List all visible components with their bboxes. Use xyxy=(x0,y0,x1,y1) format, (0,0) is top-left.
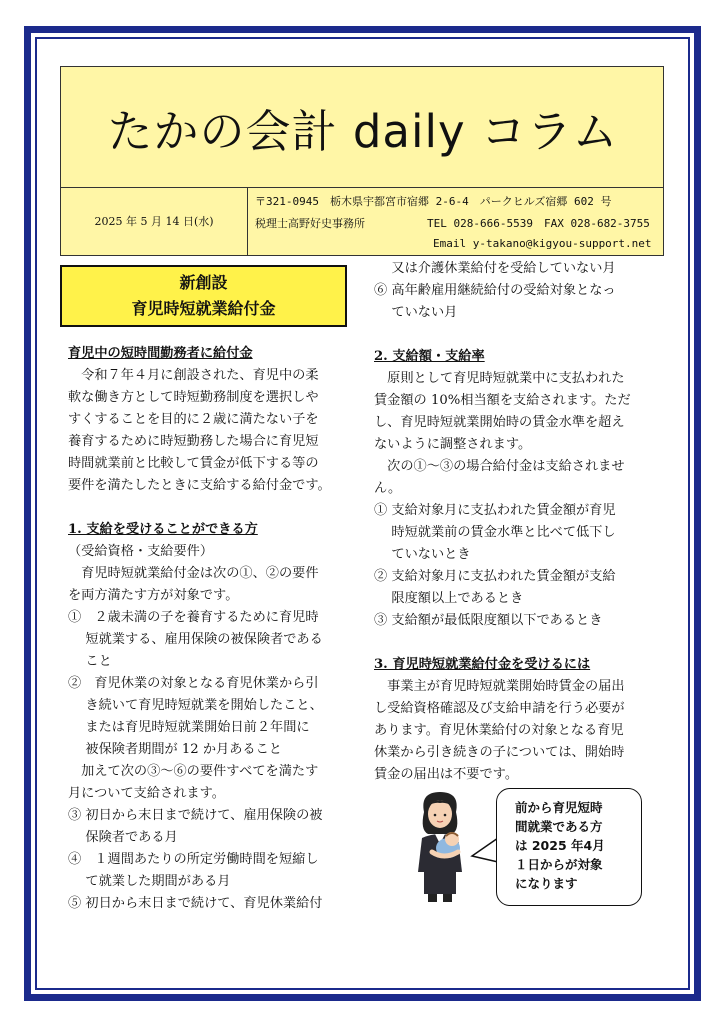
body-line: ん。 xyxy=(374,481,402,496)
body-line: 賃金の届出は不要です。 xyxy=(374,767,519,782)
office-address: 〒321-0945 栃木県宇都宮市宿郷 2-6-4 パークヒルズ宿郷 602 号 xyxy=(255,195,612,208)
intro-heading: 育児中の短時間勤務者に給付金 xyxy=(68,346,253,361)
office-name: 税理士高野好史事務所 xyxy=(255,217,365,230)
section-1-heading: 1. 支給を受けることができる方 xyxy=(68,522,258,537)
speech-bubble xyxy=(496,788,642,906)
list-item: ④ １週間あたりの所定労働時間を短縮し xyxy=(68,852,319,867)
section-3-heading: 3. 育児時短就業給付金を受けるには xyxy=(374,657,591,672)
list-item: 限度額以上であるとき xyxy=(374,591,524,606)
bubble-line: 間就業である方 xyxy=(515,819,603,834)
list-item: ③ 支給額が最低限度額以下であるとき xyxy=(374,613,603,628)
body-line: あります。育児休業給付の対象となる育児 xyxy=(374,723,624,738)
list-item: ていない月 xyxy=(374,305,458,320)
office-email: Email y-takano@kigyou-support.net xyxy=(433,237,652,250)
section-2-heading: 2. 支給額・支給率 xyxy=(374,349,485,364)
body-line: 加えて次の③～⑥の要件すべてを満たす xyxy=(68,764,319,779)
list-item: こと xyxy=(68,654,112,669)
list-item: ていないとき xyxy=(374,547,471,562)
list-item: ⑥ 高年齢雇用継続給付の受給対象となっ xyxy=(374,283,616,298)
body-line: 休業から引き続きの子については、開始時 xyxy=(374,745,625,760)
body-line: し、育児時短就業開始時の賃金水準を超え xyxy=(374,415,625,430)
header-vertical-divider xyxy=(247,187,248,255)
page-title: たかの会計 daily コラム xyxy=(107,104,619,158)
issue-date: 2025 年 5 月 14 日(水) xyxy=(94,215,214,228)
list-item: ① ２歳未満の子を養育するために育児時 xyxy=(68,610,319,625)
list-item: 又は介護休業給付を受給していない月 xyxy=(374,261,616,276)
list-item: ⑤ 初日から末日まで続けて、育児休業給付 xyxy=(68,896,323,911)
body-line: 軟な働き方として時短勤務制度を選択しや xyxy=(68,390,319,405)
office-phone-fax: TEL 028-666-5539 FAX 028-682-3755 xyxy=(427,217,650,230)
body-line: 次の①～③の場合給付金は支給されませ xyxy=(374,459,625,474)
body-line: すくすることを目的に２歳に満たない子を xyxy=(68,412,319,427)
body-line: 令和７年４月に創設された、育児中の柔 xyxy=(68,368,319,383)
body-line: 養育するために時短勤務した場合に育児短 xyxy=(68,434,319,449)
body-line: 育児時短就業給付金は次の①、②の要件 xyxy=(68,566,319,581)
body-line: 原則として育児時短就業中に支払われた xyxy=(374,371,625,386)
list-item: ③ 初日から末日まで続けて、雇用保険の被 xyxy=(68,808,323,823)
body-line: 月について支給されます。 xyxy=(68,786,225,801)
article-title-line1: 新創設 xyxy=(179,273,228,292)
header-box xyxy=(60,66,664,256)
blank-line xyxy=(374,632,631,654)
body-line: （受給資格・支給要件） xyxy=(68,544,214,559)
blank-line xyxy=(374,324,631,346)
body-line: 賃金額の 10%相当額を支給されます。ただ xyxy=(374,393,631,408)
bubble-line: になります xyxy=(515,876,578,891)
article-title-box xyxy=(60,265,347,327)
list-item: ① 支給対象月に支払われた賃金額が育児 xyxy=(374,503,616,518)
blank-line xyxy=(68,497,331,519)
bubble-line: 前から育児短時 xyxy=(515,800,603,815)
body-line: を両方満たす方が対象です。 xyxy=(68,588,239,603)
list-item: ② 支給対象月に支払われた賃金額が支給 xyxy=(374,569,616,584)
list-item: または育児時短就業開始日前２年間に xyxy=(68,720,310,735)
left-column xyxy=(68,343,331,915)
list-item: 短就業する、雇用保険の被保険者である xyxy=(68,632,323,647)
mother-holding-baby-illustration xyxy=(408,790,472,905)
list-item: き続いて育児時短就業を開始したこと、 xyxy=(68,698,323,713)
list-item: 被保険者期間が 12 か月あること xyxy=(68,742,282,757)
list-item: て就業した期間がある月 xyxy=(68,874,231,889)
body-line: 要件を満たしたときに支給する給付金です。 xyxy=(68,478,331,493)
body-line: 時間就業前と比較して賃金が低下する等の xyxy=(68,456,319,471)
body-line: ないように調整されます。 xyxy=(374,437,532,452)
list-item: ② 育児休業の対象となる育児休業から引 xyxy=(68,676,319,691)
bubble-line: １日からが対象 xyxy=(515,857,603,872)
right-column xyxy=(374,258,631,786)
article-title-line2: 育児時短就業給付金 xyxy=(131,299,276,318)
bubble-line: は 2025 年4月 xyxy=(515,838,605,853)
body-line: 事業主が育児時短就業開始時賃金の届出 xyxy=(374,679,625,694)
list-item: 時短就業前の賃金水準と比べて低下し xyxy=(374,525,616,540)
list-item: 保険者である月 xyxy=(68,830,178,845)
body-line: し受給資格確認及び支給申請を行う必要が xyxy=(374,701,625,716)
